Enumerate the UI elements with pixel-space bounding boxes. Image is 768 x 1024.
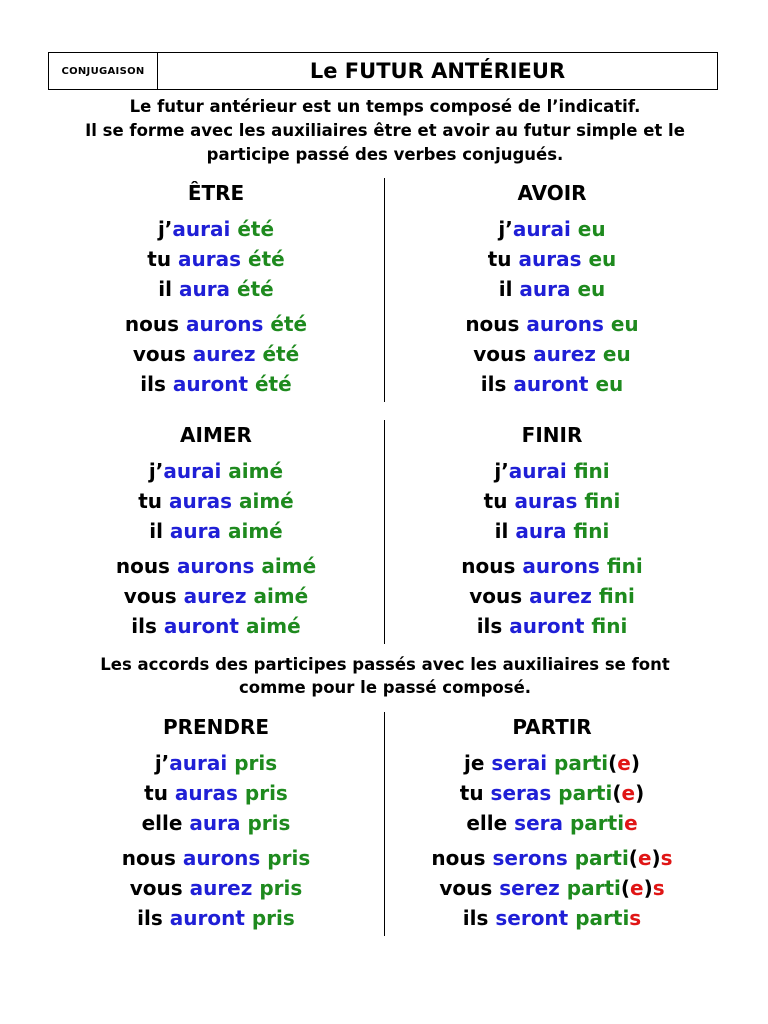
page-title: Le FUTUR ANTÉRIEUR: [309, 59, 566, 83]
pronoun: ils: [131, 614, 164, 638]
verb-title: AIMER: [180, 423, 252, 447]
conjugation-line: [384, 244, 720, 274]
pronoun: tu: [138, 489, 170, 513]
auxiliary-verb: aurons: [526, 312, 604, 336]
conjugation-line: [48, 516, 384, 546]
verb-table: [48, 178, 384, 399]
past-participle: eu: [595, 372, 624, 396]
past-participle: parti: [566, 876, 621, 900]
agreement-mark: (: [612, 781, 622, 805]
conjugation-line: [384, 369, 720, 399]
pronoun: nous: [431, 846, 493, 870]
past-participle: été: [237, 277, 274, 301]
past-participle: pris: [234, 751, 278, 775]
agreement-mark: s: [629, 906, 642, 930]
agreement-mark: e: [624, 811, 638, 835]
past-participle: pris: [259, 876, 303, 900]
agreement-mark: s: [652, 876, 665, 900]
auxiliary-verb: aurez: [189, 876, 253, 900]
past-participle: été: [262, 342, 300, 366]
agreement-mark: e: [630, 876, 644, 900]
intro-line: participe passé des verbes conjugués.: [206, 145, 564, 164]
pronoun: j’: [157, 217, 173, 241]
title-box: [48, 52, 718, 90]
auxiliary-verb: serons: [492, 846, 568, 870]
conjugation-line: [384, 516, 720, 546]
auxiliary-verb: aurons: [522, 554, 600, 578]
verb-table: [384, 712, 720, 933]
auxiliary-verb: auront: [172, 372, 249, 396]
pronoun: tu: [147, 247, 179, 271]
agreement-mark: e: [637, 846, 652, 870]
auxiliary-verb: sera: [514, 811, 563, 835]
verb-title: ÊTRE: [187, 181, 245, 205]
agreement-mark: s: [660, 846, 673, 870]
auxiliary-verb: auras: [169, 489, 233, 513]
pronoun: il: [149, 519, 170, 543]
conjugation-line: [48, 486, 384, 516]
auxiliary-verb: aura: [169, 519, 222, 543]
past-participle: eu: [577, 217, 606, 241]
conjugation-line: [48, 214, 384, 244]
conjugation-line: [48, 808, 384, 838]
past-participle: parti: [575, 906, 630, 930]
conjugation-line: [384, 551, 720, 581]
conjugation-block-prendre-partir: [48, 712, 720, 936]
pronoun: ils: [462, 906, 496, 930]
conjugation-line: [48, 309, 384, 339]
agreement-mark: ): [630, 751, 640, 775]
pronoun: tu: [483, 489, 515, 513]
past-participle: pris: [251, 906, 295, 930]
pronoun: vous: [439, 876, 500, 900]
pronoun: tu: [487, 247, 519, 271]
auxiliary-verb: aurons: [176, 554, 255, 578]
verb-table: [384, 420, 720, 641]
pronoun: nous: [124, 312, 186, 336]
note-line: comme pour le passé composé.: [238, 678, 532, 697]
auxiliary-verb: auront: [509, 614, 585, 638]
auxiliary-verb: aurai: [508, 459, 567, 483]
conjugation-line: [384, 778, 720, 808]
past-participle: fini: [573, 519, 610, 543]
past-participle: pris: [267, 846, 311, 870]
pronoun: elle: [141, 811, 190, 835]
note-line: Les accords des participes passés avec les auxiliaires se font: [100, 655, 670, 674]
auxiliary-verb: aura: [515, 519, 567, 543]
conjugation-line: [384, 611, 720, 641]
pronoun: nous: [121, 846, 183, 870]
past-participle: parti: [554, 751, 609, 775]
conjugation-line: [384, 309, 720, 339]
verb-title: AVOIR: [517, 181, 587, 205]
past-participle: été: [237, 217, 275, 241]
past-participle: été: [248, 247, 285, 271]
auxiliary-verb: aurai: [169, 751, 228, 775]
verb-table: [48, 712, 384, 933]
pronoun: il: [158, 277, 179, 301]
auxiliary-verb: aurai: [163, 459, 222, 483]
auxiliary-verb: aurez: [192, 342, 256, 366]
conjugation-line: [384, 581, 720, 611]
pronoun: elle: [466, 811, 515, 835]
pronoun: vous: [132, 342, 193, 366]
pronoun: j’: [154, 751, 170, 775]
conjugation-line: [48, 748, 384, 778]
past-participle: fini: [606, 554, 643, 578]
past-participle: pris: [247, 811, 291, 835]
past-participle: aimé: [253, 584, 309, 608]
auxiliary-verb: aurez: [533, 342, 596, 366]
pronoun: tu: [144, 781, 175, 805]
conjugation-block-aimer-finir: [48, 420, 720, 644]
conjugation-line: [384, 808, 720, 838]
pronoun: nous: [461, 554, 523, 578]
pronoun: ils: [480, 372, 514, 396]
past-participle: parti: [569, 811, 625, 835]
past-participle: parti: [574, 846, 629, 870]
past-participle: fini: [598, 584, 635, 608]
conjugation-line: [48, 551, 384, 581]
past-participle: eu: [610, 312, 639, 336]
pronoun: vous: [473, 342, 534, 366]
conjugaison-logo: CONJUGAISON: [49, 53, 158, 89]
conjugation-line: [48, 873, 384, 903]
pronoun: il: [498, 277, 520, 301]
conjugation-line: [48, 274, 384, 304]
auxiliary-verb: seras: [490, 781, 552, 805]
auxiliary-verb: auront: [163, 614, 239, 638]
auxiliary-verb: aurai: [172, 217, 231, 241]
conjugation-line: [48, 456, 384, 486]
agreement-mark: ): [651, 846, 661, 870]
intro-text: [40, 95, 730, 167]
agreement-mark: (: [608, 751, 618, 775]
verb-table: [384, 178, 720, 399]
agreement-mark: (: [620, 876, 630, 900]
past-participle: fini: [591, 614, 628, 638]
conjugation-line: [384, 873, 720, 903]
pronoun: vous: [123, 584, 184, 608]
auxiliary-verb: aurez: [183, 584, 247, 608]
auxiliary-verb: auras: [174, 781, 238, 805]
past-participle: aimé: [238, 489, 294, 513]
auxiliary-verb: auras: [514, 489, 578, 513]
auxiliary-verb: aurons: [185, 312, 264, 336]
past-participle: aimé: [227, 519, 283, 543]
past-participle: été: [270, 312, 308, 336]
conjugation-line: [48, 843, 384, 873]
agreement-note: [40, 653, 730, 699]
conjugation-line: [48, 778, 384, 808]
auxiliary-verb: auras: [178, 247, 242, 271]
intro-line: Il se forme avec les auxiliaires être et avoir au futur simple et le: [85, 121, 685, 140]
pronoun: j’: [494, 459, 509, 483]
past-participle: aimé: [245, 614, 301, 638]
pronoun: j’: [498, 217, 513, 241]
auxiliary-verb: aura: [519, 277, 571, 301]
conjugation-block-etre-avoir: [48, 178, 720, 402]
pronoun: ils: [476, 614, 510, 638]
conjugation-line: [384, 903, 720, 933]
verb-table: [48, 420, 384, 641]
past-participle: eu: [588, 247, 617, 271]
auxiliary-verb: aurez: [529, 584, 592, 608]
pronoun: j’: [148, 459, 164, 483]
conjugation-line: [384, 486, 720, 516]
conjugation-line: [48, 339, 384, 369]
past-participle: fini: [573, 459, 610, 483]
past-participle: fini: [584, 489, 621, 513]
verb-title: FINIR: [521, 423, 583, 447]
pronoun: vous: [129, 876, 190, 900]
conjugation-line: [48, 581, 384, 611]
auxiliary-verb: serez: [499, 876, 560, 900]
past-participle: eu: [577, 277, 606, 301]
conjugation-line: [384, 748, 720, 778]
auxiliary-verb: auront: [513, 372, 589, 396]
past-participle: aimé: [261, 554, 317, 578]
conjugation-line: [48, 244, 384, 274]
pronoun: ils: [140, 372, 173, 396]
pronoun: tu: [459, 781, 491, 805]
past-participle: été: [254, 372, 292, 396]
conjugation-line: [384, 274, 720, 304]
conjugation-line: [48, 611, 384, 641]
intro-line: Le futur antérieur est un temps composé de l’indicatif.: [129, 97, 641, 116]
agreement-mark: ): [643, 876, 653, 900]
pronoun: je: [464, 751, 492, 775]
pronoun: nous: [115, 554, 177, 578]
auxiliary-verb: serai: [491, 751, 548, 775]
verb-title: PARTIR: [512, 715, 592, 739]
auxiliary-verb: auront: [169, 906, 245, 930]
auxiliary-verb: seront: [495, 906, 569, 930]
past-participle: eu: [602, 342, 631, 366]
pronoun: nous: [465, 312, 527, 336]
auxiliary-verb: aurons: [182, 846, 261, 870]
pronoun: vous: [469, 584, 530, 608]
conjugation-line: [48, 903, 384, 933]
auxiliary-verb: aurai: [512, 217, 571, 241]
auxiliary-verb: aura: [189, 811, 241, 835]
conjugation-line: [384, 843, 720, 873]
past-participle: parti: [558, 781, 613, 805]
agreement-mark: ): [635, 781, 645, 805]
agreement-mark: e: [617, 751, 631, 775]
conjugation-line: [384, 339, 720, 369]
agreement-mark: (: [628, 846, 638, 870]
conjugation-line: [48, 369, 384, 399]
past-participle: aimé: [228, 459, 284, 483]
agreement-mark: e: [621, 781, 636, 805]
conjugation-line: [384, 214, 720, 244]
auxiliary-verb: auras: [518, 247, 582, 271]
verb-title: PRENDRE: [162, 715, 270, 739]
conjugation-line: [384, 456, 720, 486]
pronoun: ils: [137, 906, 170, 930]
past-participle: pris: [244, 781, 288, 805]
auxiliary-verb: aura: [178, 277, 231, 301]
pronoun: il: [494, 519, 516, 543]
